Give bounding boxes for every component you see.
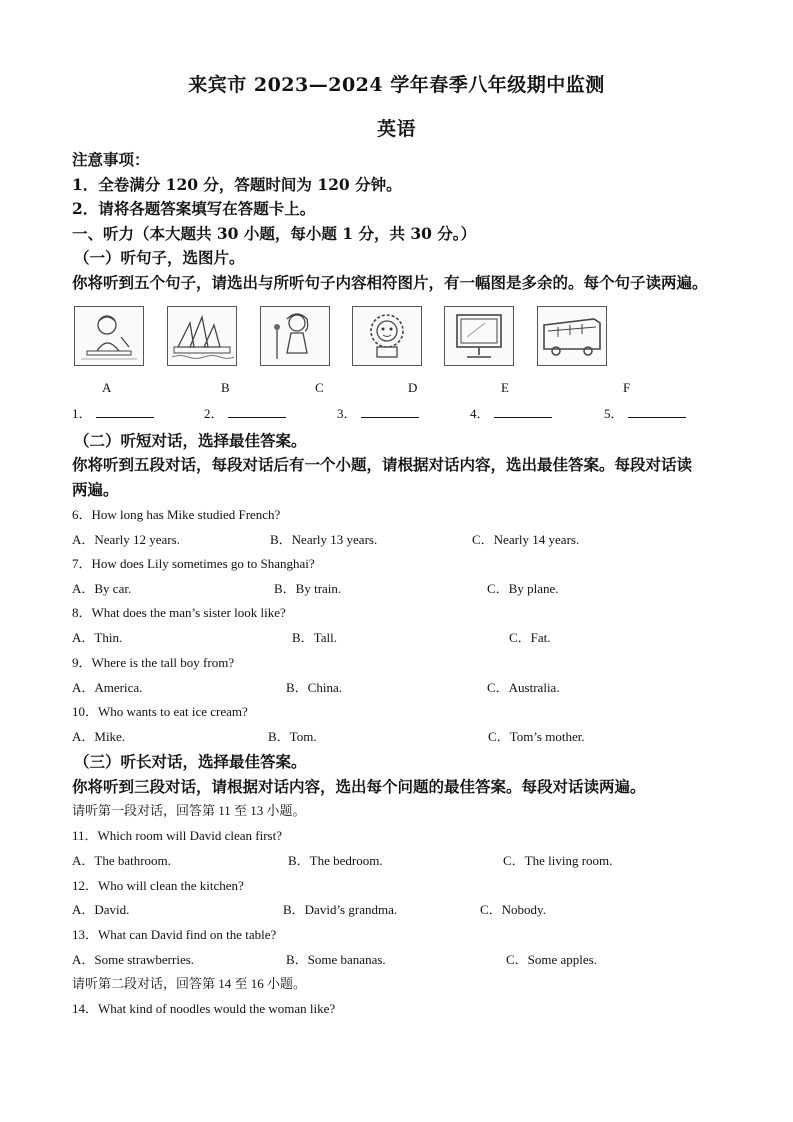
question-7: 7．How does Lily sometimes go to Shanghai?	[72, 556, 315, 571]
option-10a[interactable]: A．Mike.	[72, 729, 126, 744]
option-10c[interactable]: C．Tom’s mother.	[488, 729, 585, 744]
picture-b	[167, 306, 237, 366]
picture-label-d: D	[408, 380, 418, 395]
sec3-note-2: 请听第二段对话，回答第 14 至 16 小题。	[72, 976, 307, 991]
option-6a[interactable]: A．Nearly 12 years.	[72, 532, 180, 547]
option-11c[interactable]: C．The living room.	[503, 853, 613, 868]
picture-f	[537, 306, 607, 366]
question-12: 12．Who will clean the kitchen?	[72, 878, 244, 893]
option-8c[interactable]: C．Fat.	[509, 630, 551, 645]
option-7c[interactable]: C．By plane.	[487, 581, 559, 596]
option-11b[interactable]: B．The bedroom.	[288, 853, 383, 868]
picture-c	[260, 306, 330, 366]
option-9a[interactable]: A．America.	[72, 680, 143, 695]
option-7a[interactable]: A．By car.	[72, 581, 132, 596]
notes-heading: 注意事项：	[72, 150, 150, 169]
question-8: 8．What does the man’s sister look like?	[72, 605, 286, 620]
question-10: 10．Who wants to eat ice cream?	[72, 704, 248, 719]
option-6c[interactable]: C．Nearly 14 years.	[472, 532, 580, 547]
option-12c[interactable]: C．Nobody.	[480, 902, 546, 917]
sec2-instruction-line2: 两遍。	[72, 480, 119, 499]
answer-blank-1[interactable]: 1．	[72, 403, 154, 422]
question-13: 13．What can David find on the table?	[72, 927, 277, 942]
option-9b[interactable]: B．China.	[286, 680, 342, 695]
sec3-instruction: 你将听到三段对话，请根据对话内容，选出每个问题的最佳答案。每段对话读两遍。	[72, 777, 646, 796]
computer-monitor-icon	[445, 307, 513, 365]
option-9c[interactable]: C．Australia.	[487, 680, 560, 695]
answer-blank-2[interactable]: 2．	[204, 403, 286, 422]
question-9: 9．Where is the tall boy from?	[72, 655, 235, 670]
picture-label-c: C	[315, 380, 324, 395]
sec2-heading: （二）听短对话，选择最佳答案。	[74, 431, 307, 450]
picture-label-b: B	[221, 380, 230, 395]
answer-blank-5[interactable]: 5．	[604, 403, 686, 422]
option-11a[interactable]: A．The bathroom.	[72, 853, 171, 868]
question-14: 14．What kind of noodles would the woman like?	[72, 1001, 336, 1016]
option-7b[interactable]: B．By train.	[274, 581, 342, 596]
sec3-heading: （三）听长对话，选择最佳答案。	[74, 752, 307, 771]
option-12b[interactable]: B．David’s grandma.	[283, 902, 398, 917]
lion-icon	[353, 307, 421, 365]
bus-icon	[538, 307, 606, 365]
picture-label-f: F	[623, 380, 631, 395]
option-10b[interactable]: B．Tom.	[268, 729, 317, 744]
note-item-2: 2．请将各题答案填写在答题卡上。	[72, 199, 316, 218]
option-13a[interactable]: A．Some strawberries.	[72, 952, 195, 967]
sec1-instruction: 你将听到五个句子，请选出与所听句子内容相符图片，有一幅图是多余的。每个句子读两遍。	[72, 273, 708, 292]
picture-a	[74, 306, 144, 366]
boy-eating-icon	[75, 307, 143, 365]
option-6b[interactable]: B．Nearly 13 years.	[270, 532, 378, 547]
answer-blank-4[interactable]: 4．	[470, 403, 552, 422]
option-13c[interactable]: C．Some apples.	[506, 952, 597, 967]
opera-house-icon	[168, 307, 236, 365]
question-6: 6．How long has Mike studied French?	[72, 507, 281, 522]
picture-e	[444, 306, 514, 366]
subject-title: 英语	[376, 118, 416, 140]
picture-label-a: A	[102, 380, 112, 395]
picture-d	[352, 306, 422, 366]
note-item-1: 1．全卷满分 120 分，答题时间为 120 分钟。	[72, 175, 402, 194]
option-8a[interactable]: A．Thin.	[72, 630, 123, 645]
option-12a[interactable]: A．David.	[72, 902, 130, 917]
question-11: 11．Which room will David clean first?	[72, 828, 282, 843]
sec2-instruction-line1: 你将听到五段对话，每段对话后有一个小题，请根据对话内容，选出最佳答案。每段对话读	[72, 455, 693, 474]
girl-singing-icon	[261, 307, 329, 365]
option-8b[interactable]: B．Tall.	[292, 630, 337, 645]
sec3-note-1: 请听第一段对话，回答第 11 至 13 小题。	[72, 803, 306, 818]
exam-title: 来宾市 2023—2024 学年春季八年级期中监测	[188, 74, 605, 96]
answer-blank-3[interactable]: 3．	[337, 403, 419, 422]
option-13b[interactable]: B．Some bananas.	[286, 952, 386, 967]
sec1-heading: （一）听句子，选图片。	[74, 248, 245, 267]
picture-label-e: E	[501, 380, 509, 395]
part1-heading: 一、听力（本大题共 30 小题，每小题 1 分，共 30 分。）	[72, 224, 477, 243]
